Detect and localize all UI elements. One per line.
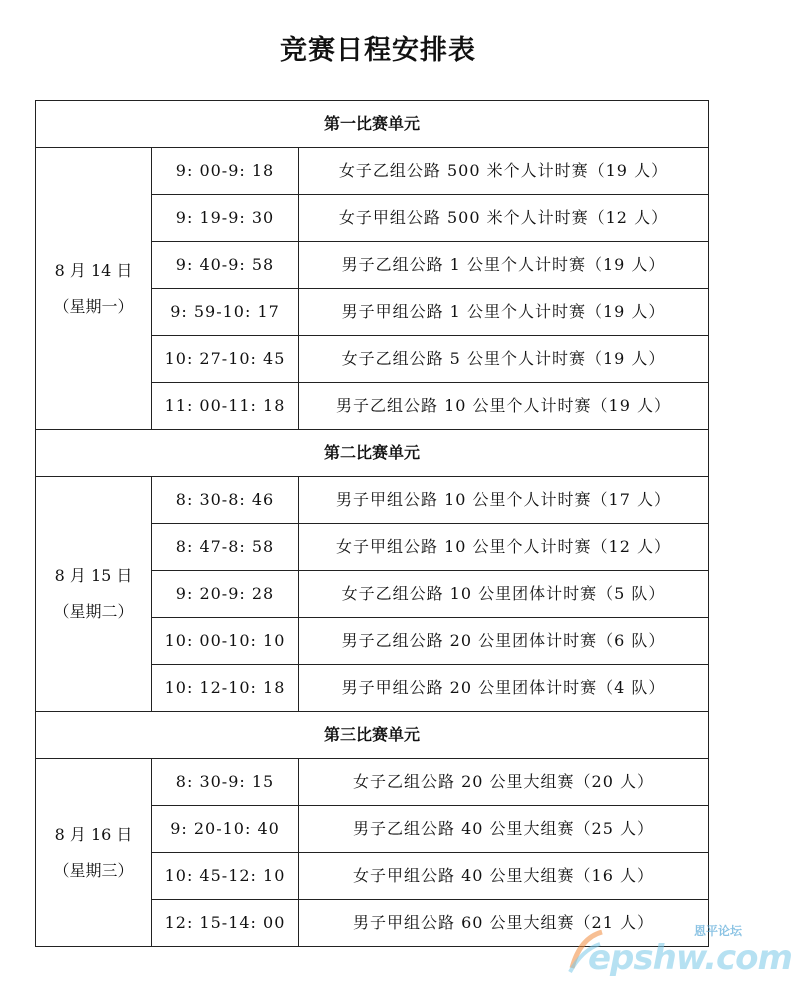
table-row	[36, 477, 709, 524]
event-cell: 女子甲组公路 10 公里个人计时赛（12 人）	[299, 524, 709, 571]
weekday-text: （星期二）	[53, 602, 134, 621]
unit-header-row	[36, 712, 709, 759]
time-cell: 12: 15-14: 00	[152, 900, 299, 947]
event-cell: 女子甲组公路 500 米个人计时赛（12 人）	[299, 195, 709, 242]
table-row	[36, 759, 709, 806]
event-cell: 女子乙组公路 20 公里大组赛（20 人）	[299, 759, 709, 806]
schedule-body	[36, 101, 709, 947]
page-title: 竞赛日程安排表	[280, 35, 476, 66]
date-text: 8 月 16 日	[54, 824, 133, 844]
event-cell: 女子乙组公路 5 公里个人计时赛（19 人）	[299, 336, 709, 383]
unit-title: 第二比赛单元	[36, 430, 709, 477]
unit-header-row	[36, 101, 709, 148]
event-cell: 男子乙组公路 1 公里个人计时赛（19 人）	[299, 242, 709, 289]
date-cell	[36, 759, 152, 947]
time-cell: 10: 27-10: 45	[152, 336, 299, 383]
schedule-table	[35, 100, 709, 947]
date-cell	[36, 148, 152, 430]
event-cell: 男子乙组公路 20 公里团体计时赛（6 队）	[299, 618, 709, 665]
event-cell: 女子乙组公路 500 米个人计时赛（19 人）	[299, 148, 709, 195]
time-cell: 9: 00-9: 18	[152, 148, 299, 195]
time-cell: 10: 12-10: 18	[152, 665, 299, 712]
event-cell: 男子乙组公路 40 公里大组赛（25 人）	[299, 806, 709, 853]
watermark-cn: 恩平论坛	[693, 924, 742, 938]
date-cell	[36, 477, 152, 712]
time-cell: 10: 00-10: 10	[152, 618, 299, 665]
event-cell: 女子甲组公路 40 公里大组赛（16 人）	[299, 853, 709, 900]
unit-title: 第一比赛单元	[36, 101, 709, 148]
event-cell: 男子甲组公路 20 公里团体计时赛（4 队）	[299, 665, 709, 712]
event-cell: 男子甲组公路 1 公里个人计时赛（19 人）	[299, 289, 709, 336]
site-watermark	[566, 922, 792, 982]
event-cell: 男子甲组公路 60 公里大组赛（21 人）	[299, 900, 709, 947]
weekday-text: （星期一）	[53, 296, 134, 316]
unit-title: 第三比赛单元	[36, 712, 709, 759]
time-cell: 8: 30-9: 15	[152, 759, 299, 806]
time-cell: 8: 47-8: 58	[152, 524, 299, 571]
event-cell: 男子甲组公路 10 公里个人计时赛（17 人）	[299, 477, 709, 524]
time-cell: 11: 00-11: 18	[152, 383, 299, 430]
time-cell: 9: 19-9: 30	[152, 195, 299, 242]
table-row	[36, 148, 709, 195]
time-cell: 8: 30-8: 46	[152, 477, 299, 524]
event-cell: 女子乙组公路 10 公里团体计时赛（5 队）	[299, 571, 709, 618]
date-text: 8 月 14 日	[54, 260, 133, 280]
event-cell: 男子乙组公路 10 公里个人计时赛（19 人）	[299, 383, 709, 430]
unit-header-row	[36, 430, 709, 477]
watermark-text: epshw.com	[588, 938, 792, 978]
weekday-text: （星期三）	[53, 860, 134, 880]
time-cell: 10: 45-12: 10	[152, 853, 299, 900]
time-cell: 9: 59-10: 17	[152, 289, 299, 336]
date-text: 8 月 15 日	[54, 566, 133, 585]
time-cell: 9: 20-10: 40	[152, 806, 299, 853]
time-cell: 9: 20-9: 28	[152, 571, 299, 618]
time-cell: 9: 40-9: 58	[152, 242, 299, 289]
